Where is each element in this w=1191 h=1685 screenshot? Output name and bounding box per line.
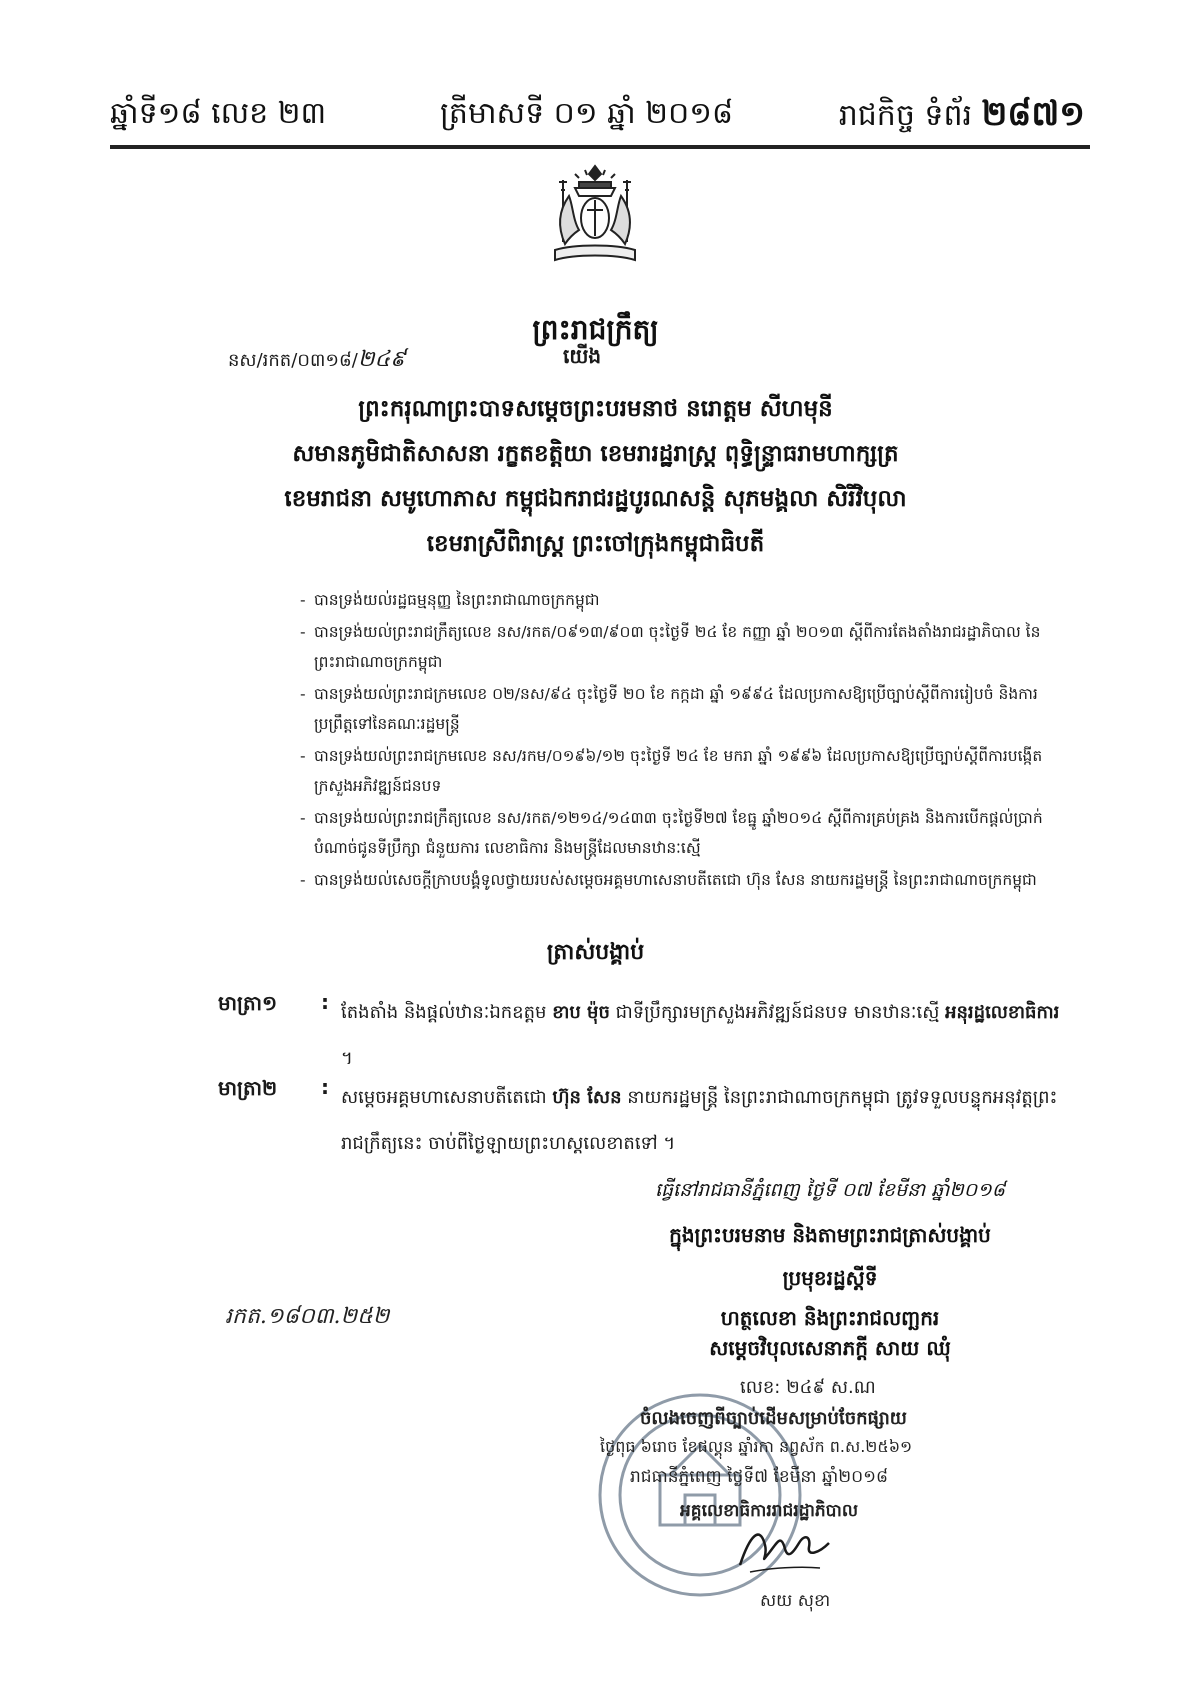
royal-coat-of-arms-icon [535, 160, 655, 270]
handwritten-registry-note: រកត.១៨០៣.២៥២ [225, 1304, 390, 1329]
article-label: មាត្រា១ [218, 991, 278, 1015]
article-colon: : [321, 990, 329, 1014]
article-text: ។ [341, 1048, 353, 1069]
page-number: ២៨៧១ [981, 94, 1085, 134]
consideration-item: - បានទ្រង់យល់សេចក្តីក្រាបបង្គំទូលថ្វាយរបស់សម្តេចអគ្គមហាសេនាបតីតេជោ ហ៊ុន សែន នាយករដ្ឋមន្ត្រី នៃព្រះរាជាណាចក្រកម្ពុជា [300, 865, 1065, 895]
certification-number: លេខ: ២៤៩ ស.ណ [740, 1377, 876, 1398]
consideration-item: - បានទ្រង់យល់រដ្ឋធម្មនុញ្ញ នៃព្រះរាជាណាចក្រកម្ពុជា [300, 585, 1065, 615]
signature-line-3: ហត្ថលេខា និងព្រះរាជលញ្ឆករ [720, 1306, 940, 1330]
gazette-issue: ឆ្នាំទី១៨ លេខ ២៣ [110, 96, 327, 131]
header-rule [110, 145, 1090, 149]
appointee-rank: អនុរដ្ឋលេខាធិការ [945, 1002, 1060, 1023]
royal-title-line-3: ខេមរាជនា សមូហោភាស កម្ពុជឯករាជរដ្ឋបូរណសន្តិ សុភមង្គលា សិរីវិបុលា [284, 486, 907, 512]
decree-reference [228, 345, 406, 377]
signature-line-2: ប្រមុខរដ្ឋស្តីទី [782, 1266, 878, 1290]
certification-place-date: រាជធានីភ្នំពេញ ថ្ងៃទី៧ ខែមីនា ឆ្នាំ២០១៨ [630, 1467, 889, 1487]
consideration-item: - បានទ្រង់យល់ព្រះរាជក្រមលេខ នស/រកម/០១៩៦/១២ ចុះថ្ងៃទី ២៤ ខែ មករា ឆ្នាំ ១៩៩៦ ដែលប្រកាសឱ្យប្រើច្បាប់ស្តីពីការបង្កើតក្រសួងអភិវឌ្ឍន៍ជនបទ [300, 741, 1065, 801]
certification-office: អគ្គលេខាធិការរាជរដ្ឋាភិបាល [680, 1501, 859, 1521]
article-label: មាត្រា២ [218, 1076, 278, 1100]
appointee-name: ខាប ម៉ុច [552, 1002, 610, 1023]
article-text: នាយករដ្ឋមន្ត្រី នៃព្រះរាជាណាចក្រកម្ពុជា ត្រូវទទួលបន្ទុកអនុវត្តព្រះរាជក្រឹត្យនេះ ចាប់ពីថ្ងៃឡាយព្រះហស្តលេខាតទៅ ។ [341, 1087, 1058, 1154]
royal-title-line-2: សមានភូមិជាតិសាសនា រក្ខតខត្តិយា ខេមរារដ្ឋរាស្ត្រ ពុទ្ធិន្ទ្រាធរាមហាក្សត្រ [292, 441, 899, 467]
royal-title-line-4: ខេមរាស្រីពិរាស្ត្រ ព្រះចៅក្រុងកម្ពុជាធិបតី [426, 531, 765, 557]
reference-prefix: នស/រកត/០៣១៨/ [228, 350, 358, 371]
article-body [341, 1075, 1061, 1167]
gazette-page [839, 88, 1085, 142]
article-text: ជាទីប្រឹក្សារមក្រសួងអភិវឌ្ឍន៍ជនបទ មានឋានៈស្មើ [609, 1002, 946, 1023]
certification-signer: សយ សុខា [760, 1591, 831, 1611]
certification-lunar-date: ថ្ងៃពុធ ៦រោច ខែផល្គុន ឆ្នាំរកា នព្វស័ក ព.ស.២៥៦១ [600, 1437, 913, 1456]
decree-title: ព្រះរាជក្រឹត្យ [532, 313, 659, 346]
considerations-list [300, 585, 1065, 897]
signature-line-4: សម្តេចវិបុលសេនាភក្តី សាយ ឈុំ [709, 1336, 951, 1360]
consideration-item: - បានទ្រង់យល់ព្រះរាជក្រឹត្យលេខ នស/រកត/១២១៤/១៤៣៣ ចុះថ្ងៃទី២៧ ខែធ្នូ ឆ្នាំ២០១៤ ស្តីពីការគ្រប់គ្រង និងការបើកផ្តល់ប្រាក់បំណាច់ជូនទីប្រឹក្សា ជំនួយការ លេខាធិការ និងមន្ត្រីដែលមានឋានៈស្មើ [300, 803, 1065, 863]
consideration-item: - បានទ្រង់យល់ព្រះរាជក្រមលេខ ០២/នស/៩៤ ចុះថ្ងៃទី ២០ ខែ កក្កដា ឆ្នាំ ១៩៩៤ ដែលប្រកាសឱ្យប្រើច្បាប់ស្តីពីការរៀបចំ និងការប្រព្រឹត្តទៅនៃគណៈរដ្ឋមន្ត្រី [300, 679, 1065, 739]
reference-number: ២៤៩ [357, 347, 406, 372]
consideration-item: - បានទ្រង់យល់ព្រះរាជក្រឹត្យលេខ នស/រកត/០៩១៣/៩០៣ ចុះថ្ងៃទី ២៤ ខែ កញ្ញា ឆ្នាំ ២០១៣ ស្តីពីការតែងតាំងរាជរដ្ឋាភិបាល នៃព្រះរាជាណាចក្រកម្ពុជា [300, 617, 1065, 677]
prime-minister-name: ហ៊ុន សែន [552, 1087, 622, 1108]
article-text: តែងតាំង និងផ្តល់ឋានៈឯកឧត្តម [341, 1002, 553, 1023]
page-label: រាជកិច្ច ទំព័រ [838, 98, 973, 133]
gazette-header [110, 88, 1085, 140]
article-body [341, 990, 1061, 1082]
article-colon: : [321, 1075, 329, 1099]
handwritten-signature-icon [730, 1510, 840, 1590]
we-heading: យើង [563, 344, 602, 368]
article-text: សម្តេចអគ្គមហាសេនាបតីតេជោ [341, 1087, 553, 1108]
royal-title-line-1: ព្រះករុណាព្រះបាទសម្តេចព្រះបរមនាថ នរោត្តម សីហមុនី [358, 396, 833, 422]
certification-heading: ចំលងចេញពីច្បាប់ដើមសម្រាប់ចែកផ្សាយ [640, 1408, 907, 1429]
signature-line-1: ក្នុងព្រះបរមនាម និងតាមព្រះរាជត្រាស់បង្គាប់ [669, 1223, 991, 1247]
order-heading: ត្រាស់បង្គាប់ [546, 940, 645, 965]
gazette-date: ត្រីមាសទី ០១ ឆ្នាំ ២០១៨ [440, 96, 734, 131]
decree-place-date: ធ្វើនៅរាជធានីភ្នំពេញ ថ្ងៃទី ០៧ ខែមីនា ឆ្នាំ២០១៨ [654, 1179, 1006, 1201]
